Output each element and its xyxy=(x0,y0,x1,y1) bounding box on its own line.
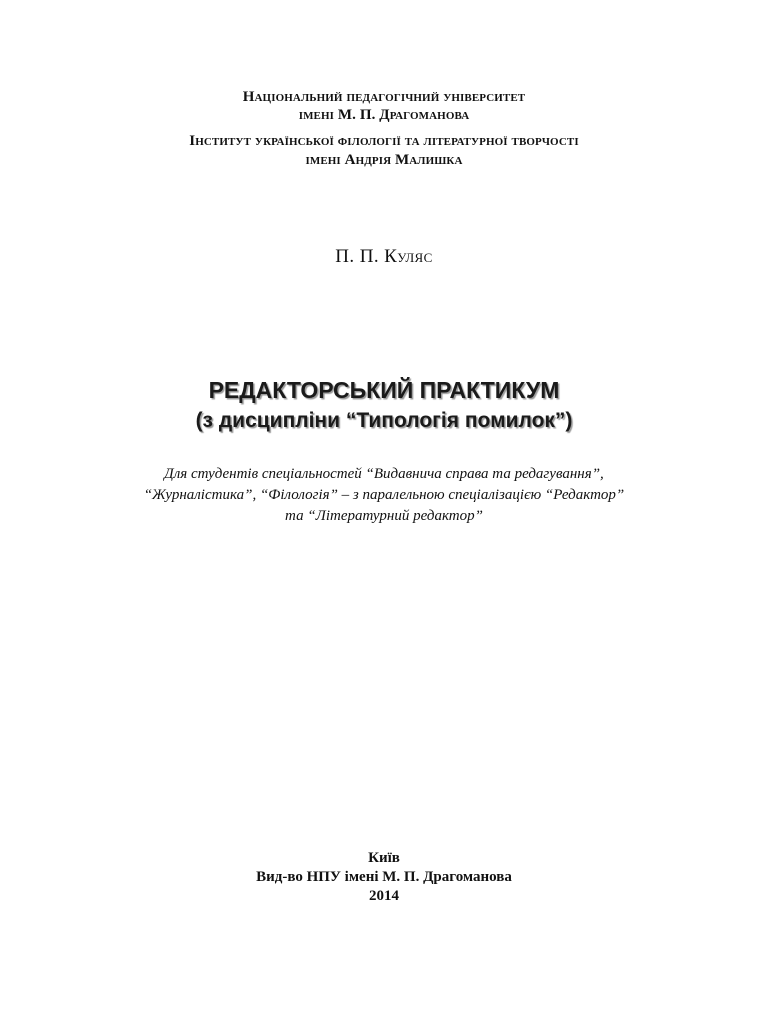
imprint-city: Київ xyxy=(368,850,400,866)
university-name-line2: імені М. П. Драгоманова xyxy=(298,107,470,123)
book-subtitle: (з дисципліни “Типологія помилок”) xyxy=(195,409,573,432)
audience-note-line1: Для студентів спеціальностей “Видавнича справа та редагування”, xyxy=(164,466,604,482)
institute-name-line1: Інститут української філології та літературної творчості xyxy=(189,133,579,149)
university-name-line1: Національний педагогічний університет xyxy=(242,89,526,105)
imprint-year: 2014 xyxy=(369,888,399,904)
audience-note-line2: “Журналістика”, “Філологія” – з паралельною спеціалізацією “Редактор” xyxy=(143,487,625,503)
imprint-publisher: Вид-во НПУ імені М. П. Драгоманова xyxy=(256,869,512,885)
institute-name-line2: імені Андрія Малишка xyxy=(305,152,463,168)
book-title: РЕДАКТОРСЬКИЙ ПРАКТИКУМ xyxy=(208,377,560,403)
author-name: П. П. Куляс xyxy=(335,246,433,267)
audience-note-line3: та “Літературний редактор” xyxy=(285,508,483,524)
